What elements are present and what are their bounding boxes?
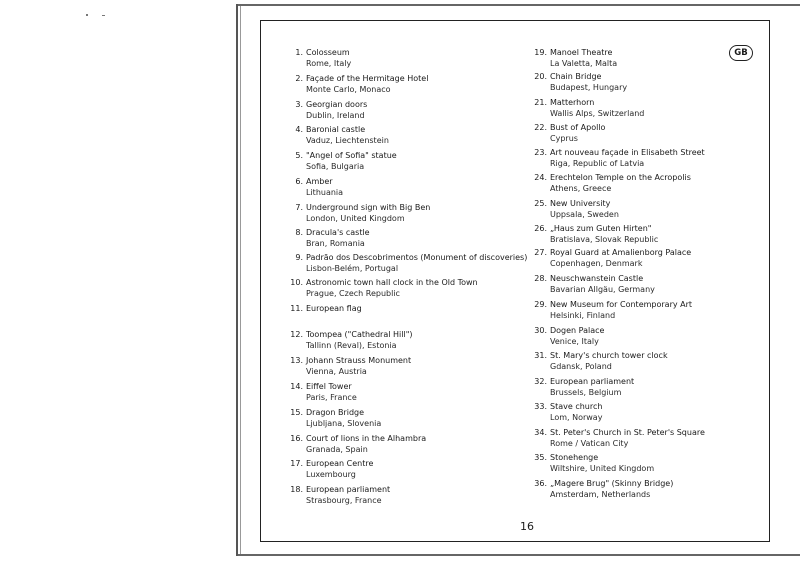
item-place: Luxembourg	[306, 470, 356, 479]
item-place: Vienna, Austria	[306, 367, 367, 376]
item-place: Sofia, Bulgaria	[306, 162, 365, 171]
item-number: 7.	[295, 203, 303, 212]
item-title: European Centre	[306, 459, 374, 468]
item-title: Court of lions in the Alhambra	[306, 434, 427, 443]
item-number: 21.	[534, 98, 547, 107]
item-number: 5.	[295, 151, 303, 160]
item-title: Royal Guard at Amalienborg Palace	[550, 248, 692, 257]
item-number: 33.	[534, 402, 547, 411]
item-title: „Magere Brug" (Skinny Bridge)	[550, 479, 674, 488]
item-title: Dracula's castle	[306, 228, 370, 237]
item-place: Uppsala, Sweden	[550, 210, 619, 219]
item-title: Underground sign with Big Ben	[306, 203, 431, 212]
item-number: 32.	[534, 377, 547, 386]
item-place: Paris, France	[306, 393, 357, 402]
item-number: 1.	[295, 48, 303, 57]
item-title: Georgian doors	[306, 100, 368, 109]
item-title: Eiffel Tower	[306, 382, 352, 391]
item-place: Rome, Italy	[306, 59, 352, 68]
item-title: Stave church	[550, 402, 603, 411]
item-title: Johann Strauss Monument	[306, 356, 412, 365]
item-title: Chain Bridge	[550, 72, 602, 81]
item-place: Amsterdam, Netherlands	[550, 490, 651, 499]
item-title: Stonehenge	[550, 453, 599, 462]
item-place: Athens, Greece	[550, 184, 612, 193]
item-title: Matterhorn	[550, 98, 595, 107]
item-title: Dragon Bridge	[306, 408, 365, 417]
item-title: St. Peter's Church in St. Peter's Square	[550, 428, 705, 437]
item-place: Bratislava, Slovak Republic	[550, 235, 659, 244]
item-title: Amber	[306, 177, 333, 186]
page-bottom-edge	[238, 554, 800, 556]
item-title: European parliament	[306, 485, 391, 494]
item-number: 30.	[534, 326, 547, 335]
language-badge: GB	[729, 45, 753, 61]
item-place: Lom, Norway	[550, 413, 603, 422]
item-place: Riga, Republic of Latvia	[550, 159, 645, 168]
item-title: Astronomic town hall clock in the Old Town	[306, 278, 478, 287]
item-number: 10.	[290, 278, 303, 287]
item-title: European flag	[306, 304, 362, 313]
page-left-edge-inner	[240, 6, 241, 554]
item-number: 25.	[534, 199, 547, 208]
item-number: 26.	[534, 224, 547, 233]
scan-speck	[86, 14, 88, 16]
item-number: 2.	[295, 74, 303, 83]
item-number: 19.	[534, 48, 547, 57]
item-title: Art nouveau façade in Elisabeth Street	[550, 148, 705, 157]
item-number: 6.	[295, 177, 303, 186]
item-number: 18.	[290, 485, 303, 494]
item-place: Lisbon-Belém, Portugal	[306, 264, 399, 273]
item-place: Helsinki, Finland	[550, 311, 616, 320]
item-title: „Haus zum Guten Hirten"	[550, 224, 652, 233]
item-number: 14.	[290, 382, 303, 391]
item-title: New Museum for Contemporary Art	[550, 300, 693, 309]
item-number: 28.	[534, 274, 547, 283]
item-number: 36.	[534, 479, 547, 488]
scan-speck	[102, 15, 105, 16]
item-title: Baronial castle	[306, 125, 366, 134]
item-place: Cyprus	[550, 134, 578, 143]
item-number: 31.	[534, 351, 547, 360]
item-number: 11.	[290, 304, 303, 313]
item-number: 20.	[534, 72, 547, 81]
item-place: Gdansk, Poland	[550, 362, 612, 371]
item-place: London, United Kingdom	[306, 214, 405, 223]
item-place: Monte Carlo, Monaco	[306, 85, 391, 94]
item-number: 4.	[295, 125, 303, 134]
item-number: 8.	[295, 228, 303, 237]
item-title: Colosseum	[306, 48, 350, 57]
item-place: Budapest, Hungary	[550, 83, 628, 92]
page-top-edge	[238, 4, 800, 6]
item-title: Manoel Theatre	[550, 48, 613, 57]
item-place: Dublin, Ireland	[306, 111, 365, 120]
item-title: Padrão dos Descobrimentos (Monument of discoveries)	[306, 253, 528, 262]
item-title: "Angel of Sofia" statue	[306, 151, 397, 160]
item-place: Bavarian Allgäu, Germany	[550, 285, 655, 294]
item-place: Venice, Italy	[550, 337, 599, 346]
item-place: Copenhagen, Denmark	[550, 259, 643, 268]
item-place: Wallis Alps, Switzerland	[550, 109, 645, 118]
item-place: Strasbourg, France	[306, 496, 382, 505]
item-place: Prague, Czech Republic	[306, 289, 400, 298]
item-place: La Valetta, Malta	[550, 59, 618, 68]
item-title: Dogen Palace	[550, 326, 605, 335]
item-number: 13.	[290, 356, 303, 365]
item-number: 24.	[534, 173, 547, 182]
item-number: 27.	[534, 248, 547, 257]
item-title: Façade of the Hermitage Hotel	[306, 74, 429, 83]
item-number: 29.	[534, 300, 547, 309]
item-place: Rome / Vatican City	[550, 439, 629, 448]
item-number: 9.	[295, 253, 303, 262]
item-title: Erechtelon Temple on the Acropolis	[550, 173, 691, 182]
item-place: Granada, Spain	[306, 445, 368, 454]
item-title: Neuschwanstein Castle	[550, 274, 644, 283]
item-number: 16.	[290, 434, 303, 443]
item-number: 17.	[290, 459, 303, 468]
item-title: European parliament	[550, 377, 635, 386]
item-place: Vaduz, Liechtenstein	[306, 136, 389, 145]
page-left-edge	[236, 4, 238, 556]
item-place: Lithuania	[306, 188, 344, 197]
item-number: 23.	[534, 148, 547, 157]
page-number: 16	[520, 520, 534, 533]
item-place: Tallinn (Reval), Estonia	[306, 341, 397, 350]
item-number: 3.	[295, 100, 303, 109]
item-title: Toompea ("Cathedral Hill")	[306, 330, 413, 339]
item-place: Bran, Romania	[306, 239, 365, 248]
item-title: St. Mary's church tower clock	[550, 351, 668, 360]
item-number: 35.	[534, 453, 547, 462]
item-place: Ljubljana, Slovenia	[306, 419, 382, 428]
item-place: Brussels, Belgium	[550, 388, 622, 397]
item-number: 22.	[534, 123, 547, 132]
item-number: 15.	[290, 408, 303, 417]
item-number: 12.	[290, 330, 303, 339]
item-title: New University	[550, 199, 611, 208]
item-title: Bust of Apollo	[550, 123, 606, 132]
item-number: 34.	[534, 428, 547, 437]
item-place: Wiltshire, United Kingdom	[550, 464, 655, 473]
